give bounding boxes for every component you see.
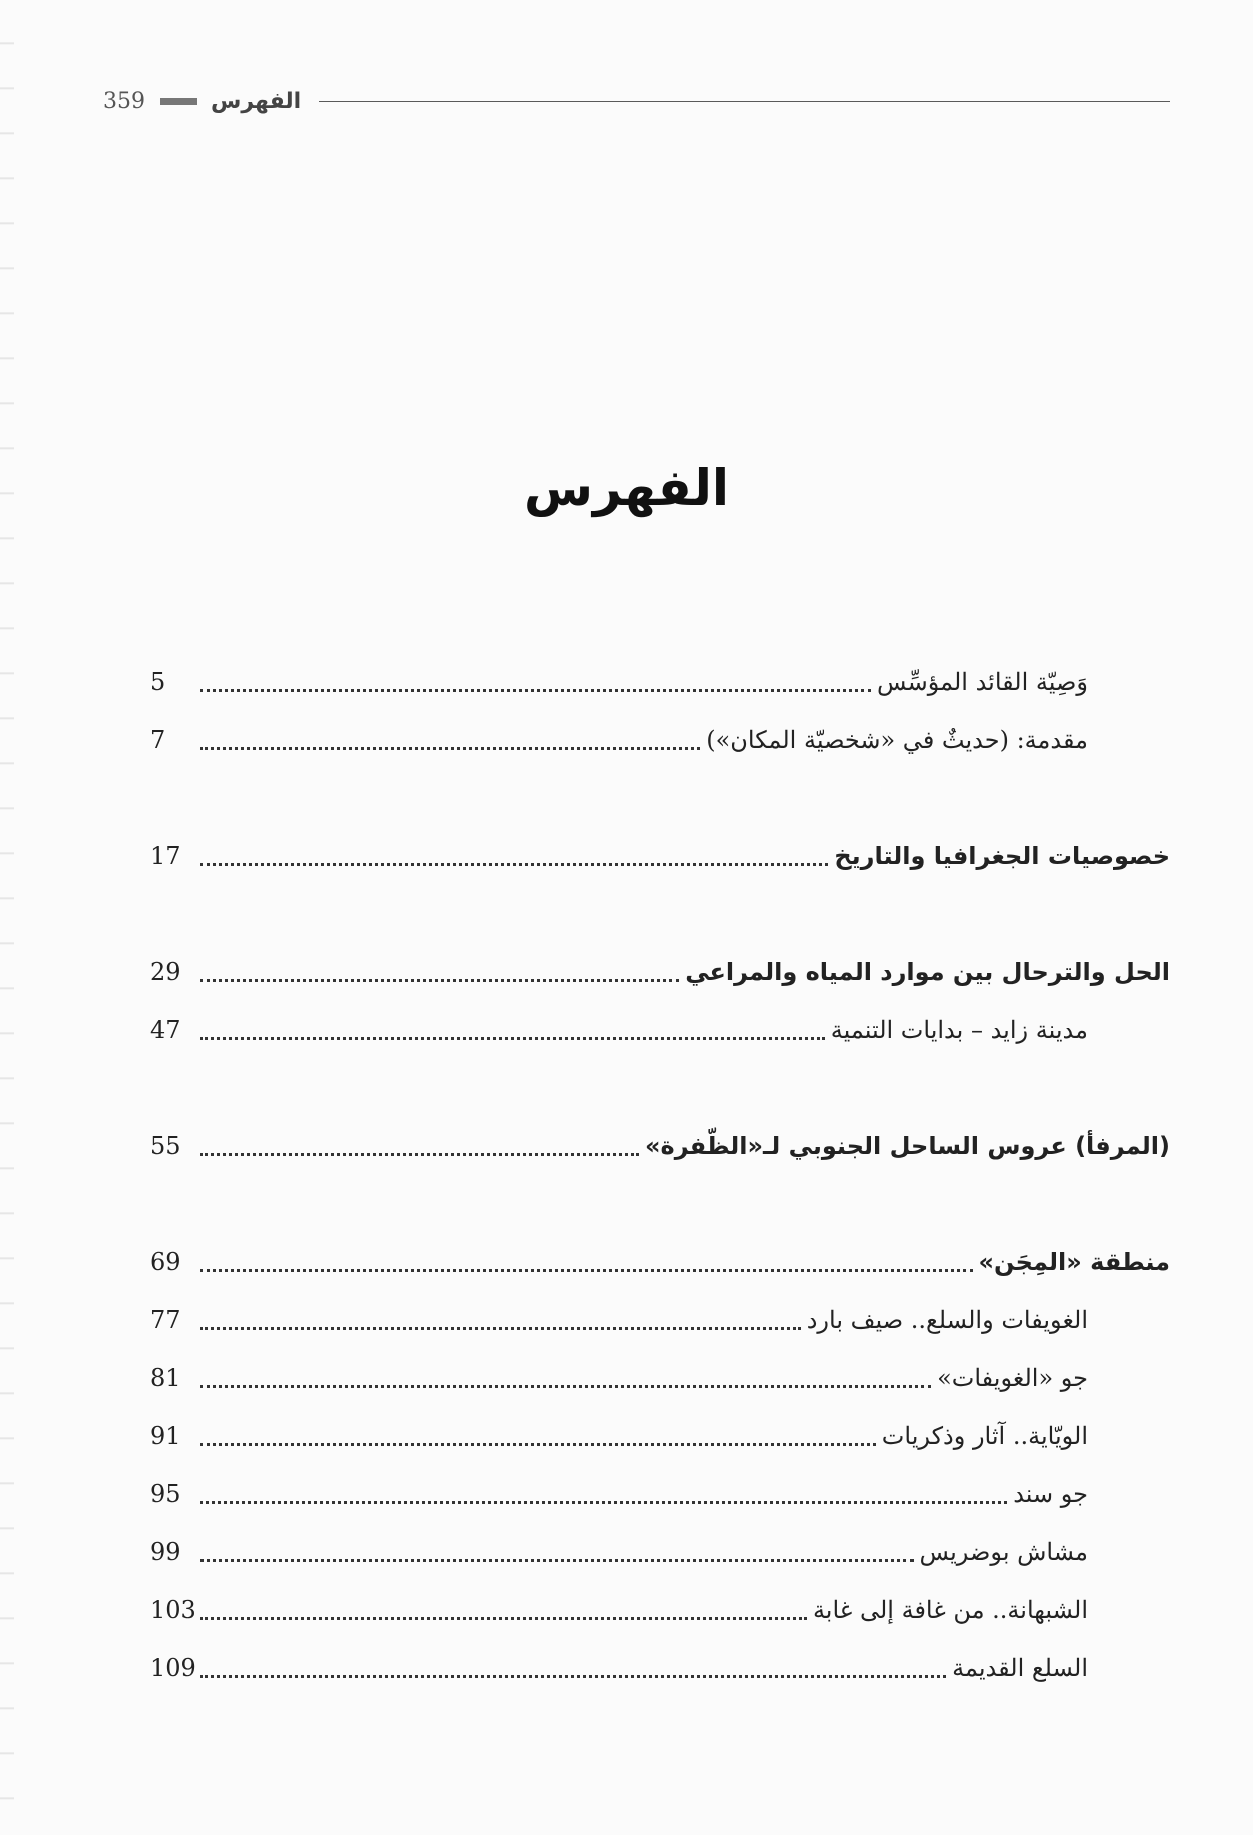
toc-page-number: 69: [150, 1248, 181, 1276]
toc-entry-title: وَصِيّة القائد المؤسِّس: [876, 668, 1088, 696]
toc-page-number: 7: [150, 726, 166, 754]
toc-page-number: 5: [150, 668, 166, 696]
toc-page-number: 103: [150, 1596, 196, 1624]
toc-entry: [150, 1515, 1170, 1573]
toc-entry-title: خصوصيات الجغرافيا والتاريخ: [834, 842, 1170, 870]
toc-leader-dots: [200, 719, 700, 761]
toc-page-number: 81: [150, 1364, 181, 1392]
toc-entry: [150, 1283, 1170, 1341]
header-rule: [319, 101, 1170, 102]
toc-entry: [150, 1225, 1170, 1283]
toc-entry: [150, 1457, 1170, 1515]
toc-entry: [150, 645, 1170, 703]
toc-leader-dots: [200, 1531, 914, 1573]
toc-entry-title: جو «الغويفات»: [937, 1364, 1088, 1392]
toc-entry: [150, 993, 1170, 1051]
running-header-title: الفهرس: [211, 88, 302, 114]
toc-leader-dots: [200, 1241, 973, 1283]
toc-entry: [150, 1573, 1170, 1631]
toc-page-number: 99: [150, 1538, 181, 1566]
toc-entry: [150, 703, 1170, 761]
toc-entry: [150, 1341, 1170, 1399]
toc-leader-dots: [200, 1473, 1007, 1515]
toc-leader-dots: [200, 951, 679, 993]
toc-leader-dots: [200, 1125, 639, 1167]
toc-entry-title: مدينة زايد – بدايات التنمية: [830, 1016, 1088, 1044]
toc-leader-dots: [200, 1415, 876, 1457]
toc-entry-title: مقدمة: (حديثٌ في «شخصيّة المكان»): [706, 726, 1088, 754]
toc-entry-title: الشبهانة.. من غافة إلى غابة: [812, 1596, 1088, 1624]
toc-page-number: 29: [150, 958, 181, 986]
toc-page-number: 55: [150, 1132, 181, 1160]
toc-entry-title: منطقة «المِجَن»: [978, 1248, 1170, 1276]
toc-entry: [150, 819, 1170, 877]
running-header: [103, 88, 1170, 114]
toc-entry: [150, 1631, 1170, 1689]
page-title: الفهرس: [523, 458, 729, 517]
toc-entry-title: مشاش بوضريس: [919, 1538, 1088, 1566]
toc-entry-title: السلع القديمة: [952, 1654, 1088, 1682]
page-number: 359: [103, 88, 145, 114]
toc-page-number: 47: [150, 1016, 181, 1044]
toc-leader-dots: [200, 1009, 825, 1051]
toc-page-number: 91: [150, 1422, 181, 1450]
toc-entry: [150, 935, 1170, 993]
toc-leader-dots: [200, 835, 828, 877]
toc-leader-dots: [200, 1299, 801, 1341]
toc-entry: [150, 1399, 1170, 1457]
toc-page-number: 77: [150, 1306, 181, 1334]
toc-page-number: 17: [150, 842, 181, 870]
header-bar-ornament: [160, 98, 197, 105]
table-of-contents: [150, 645, 1170, 1705]
toc-entry-title: الحل والترحال بين موارد المياه والمراعي: [685, 958, 1170, 986]
scan-edge-marks: [0, 0, 14, 1835]
toc-entry-title: (المرفأ) عروس الساحل الجنوبي لـ«الظّفرة»: [645, 1132, 1170, 1160]
toc-leader-dots: [200, 1357, 931, 1399]
toc-entry-title: الويّاية.. آثار وذكريات: [881, 1422, 1088, 1450]
toc-leader-dots: [200, 1647, 946, 1689]
toc-leader-dots: [200, 1589, 807, 1631]
toc-entry: [150, 1109, 1170, 1167]
toc-entry-title: جو سند: [1013, 1480, 1088, 1508]
toc-page-number: 109: [150, 1654, 196, 1682]
toc-entry-title: الغويفات والسلع.. صيف بارد: [806, 1306, 1088, 1334]
toc-page-number: 95: [150, 1480, 181, 1508]
toc-leader-dots: [200, 661, 871, 703]
